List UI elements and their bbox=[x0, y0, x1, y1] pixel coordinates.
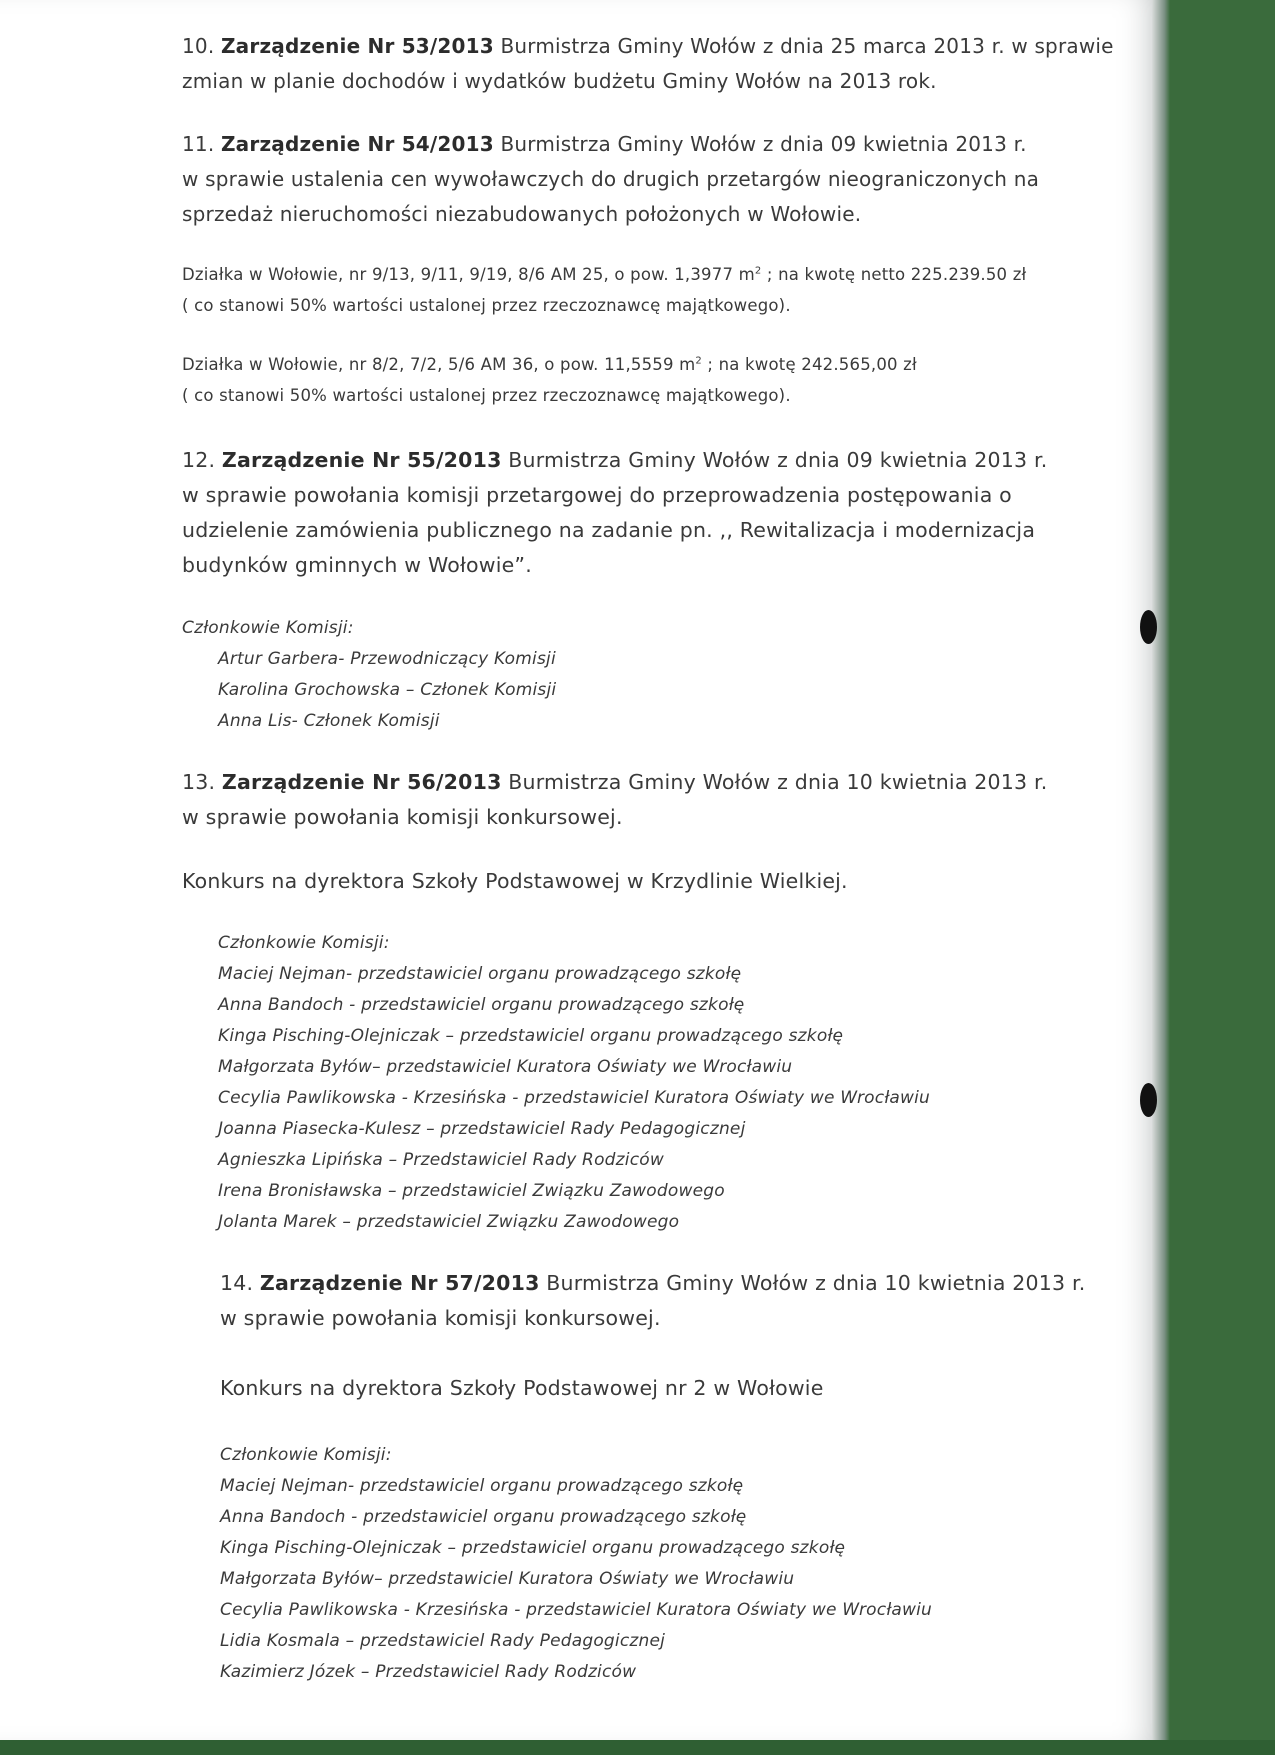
item-text: Burmistrza Gminy Wołów z dnia 10 kwietnia 2013 r. bbox=[508, 770, 1048, 794]
item-13-contest: Konkurs na dyrektora Szkoły Podstawowej w Krzydlinie Wielkiej. bbox=[182, 869, 848, 893]
member: Małgorzata Byłów– przedstawiciel Kuratora Oświaty we Wrocławiu bbox=[218, 1057, 793, 1077]
punch-hole-bottom bbox=[1140, 1083, 1157, 1117]
parcel-text: Działka w Wołowie, nr 8/2, 7/2, 5/6 AM 36, o pow. 11,5559 m bbox=[182, 355, 696, 374]
member: Małgorzata Byłów– przedstawiciel Kuratora Oświaty we Wrocławiu bbox=[220, 1569, 795, 1589]
item-14-line-1 bbox=[220, 1271, 1085, 1295]
item-13-members-heading: Członkowie Komisji: bbox=[218, 933, 390, 953]
item-title: Zarządzenie Nr 57/2013 bbox=[259, 1271, 540, 1295]
superscript: 2 bbox=[754, 265, 762, 277]
item-number: 10. bbox=[182, 34, 215, 58]
scanner-background bbox=[0, 1740, 1275, 1755]
item-number: 11. bbox=[182, 132, 215, 156]
item-12-members-heading: Członkowie Komisji: bbox=[182, 618, 354, 638]
parcel-text: Działka w Wołowie, nr 9/13, 9/11, 9/19, 8/6 AM 25, o pow. 1,3977 m bbox=[182, 265, 755, 284]
superscript: 2 bbox=[695, 355, 702, 367]
parcel-amount: ; na kwotę 242.565,00 zł bbox=[701, 355, 917, 374]
member: Karolina Grochowska – Członek Komisji bbox=[218, 680, 557, 700]
member: Maciej Nejman- przedstawiciel organu prowadzącego szkołę bbox=[220, 1476, 744, 1496]
item-10-line-1 bbox=[182, 34, 1114, 58]
item-text: Burmistrza Gminy Wołów z dnia 25 marca 2013 r. w sprawie bbox=[500, 34, 1114, 58]
parcel-2-line-2: ( co stanowi 50% wartości ustalonej przez rzeczoznawcę majątkowego). bbox=[182, 386, 791, 405]
member: Kazimierz Józek – Przedstawiciel Rady Rodziców bbox=[220, 1662, 637, 1682]
punch-hole-top bbox=[1140, 610, 1157, 644]
item-14-line-2: w sprawie powołania komisji konkursowej. bbox=[220, 1306, 661, 1330]
item-number: 13. bbox=[182, 770, 216, 794]
parcel-2-line-1 bbox=[182, 355, 917, 374]
item-12-line-3: udzielenie zamówienia publicznego na zadanie pn. ,, Rewitalizacja i modernizacja bbox=[182, 518, 1036, 542]
item-title: Zarządzenie Nr 55/2013 bbox=[221, 448, 502, 472]
item-text: Burmistrza Gminy Wołów z dnia 09 kwietnia 2013 r. bbox=[500, 132, 1027, 156]
parcel-amount: ; na kwotę netto 225.239.50 zł bbox=[761, 265, 1027, 284]
member: Anna Lis- Członek Komisji bbox=[218, 711, 440, 731]
member: Artur Garbera- Przewodniczący Komisji bbox=[218, 649, 556, 669]
member: Kinga Pisching-Olejniczak – przedstawiciel organu prowadzącego szkołę bbox=[218, 1026, 844, 1046]
item-14-members-heading: Członkowie Komisji: bbox=[220, 1445, 392, 1465]
member: Irena Bronisławska – przedstawiciel Związku Zawodowego bbox=[218, 1181, 725, 1201]
item-10-line-2: zmian w planie dochodów i wydatków budżetu Gminy Wołów na 2013 rok. bbox=[182, 69, 937, 93]
item-14-contest: Konkurs na dyrektora Szkoły Podstawowej nr 2 w Wołowie bbox=[220, 1376, 824, 1400]
member: Anna Bandoch - przedstawiciel organu prowadzącego szkołę bbox=[220, 1507, 747, 1527]
item-12-line-2: w sprawie powołania komisji przetargowej do przeprowadzenia postępowania o bbox=[182, 483, 1012, 507]
member: Lidia Kosmala – przedstawiciel Rady Pedagogicznej bbox=[220, 1631, 666, 1651]
parcel-1-line-2: ( co stanowi 50% wartości ustalonej przez rzeczoznawcę majątkowego). bbox=[182, 296, 791, 315]
item-title: Zarządzenie Nr 54/2013 bbox=[220, 132, 494, 156]
item-text: Burmistrza Gminy Wołów z dnia 10 kwietnia 2013 r. bbox=[546, 1271, 1086, 1295]
item-13-line-2: w sprawie powołania komisji konkursowej. bbox=[182, 805, 623, 829]
member: Cecylia Pawlikowska - Krzesińska - przedstawiciel Kuratora Oświaty we Wrocławiu bbox=[220, 1600, 933, 1620]
member: Anna Bandoch - przedstawiciel organu prowadzącego szkołę bbox=[218, 995, 745, 1015]
member: Kinga Pisching-Olejniczak – przedstawiciel organu prowadzącego szkołę bbox=[220, 1538, 846, 1558]
member: Agnieszka Lipińska – Przedstawiciel Rady Rodziców bbox=[218, 1150, 664, 1170]
member: Maciej Nejman- przedstawiciel organu prowadzącego szkołę bbox=[218, 964, 742, 984]
item-text: Burmistrza Gminy Wołów z dnia 09 kwietnia 2013 r. bbox=[508, 448, 1048, 472]
item-number: 14. bbox=[220, 1271, 254, 1295]
item-12-line-1 bbox=[182, 448, 1047, 472]
member: Joanna Piasecka-Kulesz – przedstawiciel Rady Pedagogicznej bbox=[218, 1119, 746, 1139]
item-title: Zarządzenie Nr 56/2013 bbox=[221, 770, 502, 794]
item-11-line-2: w sprawie ustalenia cen wywoławczych do drugich przetargów nieograniczonych na bbox=[182, 167, 1040, 191]
parcel-1-line-1 bbox=[182, 265, 1026, 284]
item-11-line-1 bbox=[182, 132, 1027, 156]
item-12-line-4: budynków gminnych w Wołowie”. bbox=[182, 553, 532, 577]
item-13-line-1 bbox=[182, 770, 1047, 794]
item-11-line-3: sprzedaż nieruchomości niezabudowanych położonych w Wołowie. bbox=[182, 202, 862, 226]
member: Cecylia Pawlikowska - Krzesińska - przedstawiciel Kuratora Oświaty we Wrocławiu bbox=[218, 1088, 931, 1108]
page-edge-shadow bbox=[1152, 0, 1170, 1740]
member: Jolanta Marek – przedstawiciel Związku Zawodowego bbox=[218, 1212, 680, 1232]
item-title: Zarządzenie Nr 53/2013 bbox=[220, 34, 494, 58]
item-number: 12. bbox=[182, 448, 216, 472]
